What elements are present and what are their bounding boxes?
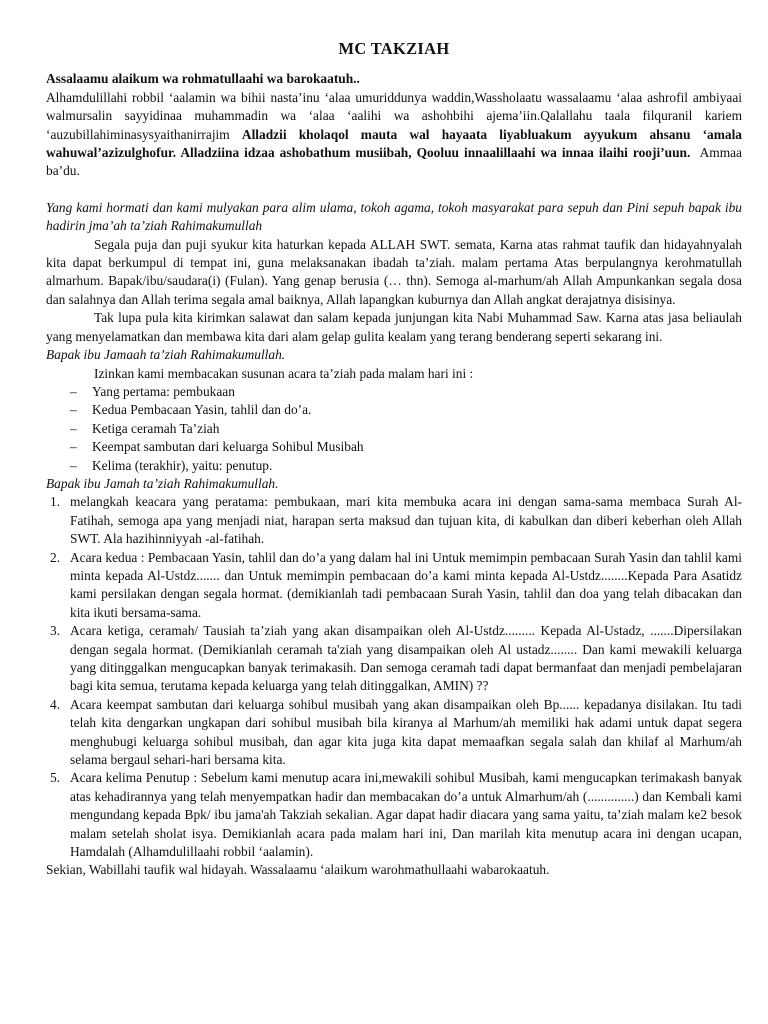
- acara-item: [46, 769, 742, 861]
- list-item-text: Kedua Pembacaan Yasin, tahlil dan do’a.: [92, 402, 312, 418]
- acara-list: [46, 493, 742, 861]
- opening-ammaa: Ammaa ba’du.: [46, 145, 742, 179]
- greeting: Yang kami hormati dan kami mulyakan para alim ulama, tokoh agama, tokoh masyarakat para sepuh dan Pini sepuh bapak ibu hadirin jma’ah ta’ziah Rahimakumullah: [46, 199, 742, 234]
- list-item-text: Ketiga ceramah Ta’ziah: [92, 420, 220, 436]
- address-2: Bapak ibu Jamah ta’ziah Rahimakumullah.: [46, 475, 279, 491]
- list-item-text: Kelima (terakhir), yaitu: penutup.: [92, 457, 273, 473]
- acara-text: Acara kedua : Pembacaan Yasin, tahlil dan do’a yang dalam hal ini Untuk memimpin pembacaan Surah Yasin dan tahlil kami minta kepada Al-Ustdz....... dan Untuk memimpin pembacaan do’a kami minta kepada Al-Ustdz........Kepada Para Asatidz kami persilakan dengan segala hormat. (demikianlah tadi pembacaan Surah Yasin, tahlil dan doa yang telah dibacakan dan kita ikuti bersama-sama.: [70, 549, 742, 620]
- list-item: [46, 383, 742, 401]
- page-title: MC TAKZIAH: [338, 39, 450, 58]
- acara-number: 4.: [50, 696, 61, 712]
- acara-item: [46, 622, 742, 696]
- acara-item: [46, 696, 742, 770]
- opening-ayat: Alladzii kholaqol mauta wal hayaata liyabluakum ayyukum ahsanu ‘amala wahuwal’azizulghofur. Alladziina idzaa ashobathum musiibah, Qooluu innaalillaahi wa innaa ilaihi rooji’uun.: [46, 126, 742, 161]
- susunan-intro: Izinkan kami membacakan susunan acara ta’ziah pada malam hari ini :: [94, 365, 474, 381]
- dash-mark: –: [70, 439, 77, 455]
- dash-mark: –: [70, 457, 77, 473]
- acara-text: Acara keempat sambutan dari keluarga sohibul musibah yang akan disampaikan oleh Bp...... kepadanya disilakan. Itu tadi telah kita dengarkan ungkapan dari sohibul musibah bila kiranya al Marhum/ah memiliki hak adami untuk dapat segera menghubugi keluarga sohibul musibah, dan agar kita juga kita dapat memaafkan segala salah dan khilaf al Marhum/ah selama bergaul sehari-hari bersama kita.: [70, 696, 742, 768]
- acara-number: 3.: [50, 623, 61, 639]
- spacer: [46, 181, 742, 199]
- list-item-text: Keempat sambutan dari keluarga Sohibul Musibah: [92, 439, 364, 455]
- susunan-list: [46, 383, 742, 475]
- list-item: [46, 438, 742, 456]
- acara-text: Acara kelima Penutup : Sebelum kami menutup acara ini,mewakili sohibul Musibah, kami mengucapkan terimakash banyak atas kehadirannya yang telah menyempatkan hadir dan membacakan do’a untuk Almarhum/ah (..............) dan Kembali kami mengundang kepada Bpk/ ibu jama'ah Takziah sekalian. Agar dapat hadir diacara yang sama yaitu, ta’ziah malam ke2 besok malam setelah sholat isya. Demikianlah acara pada malam hari ini, Dan marilah kita menutup acara ini dengan ucapan, Hamdalah (Alhamdulillaahi robbil ‘aalamin).: [70, 770, 742, 860]
- address-1: Bapak ibu Jamaah ta’ziah Rahimakumullah.: [46, 347, 286, 363]
- list-item: [46, 420, 742, 438]
- list-item-text: Yang pertama: pembukaan: [92, 383, 235, 399]
- closing: Sekian, Wabillahi taufik wal hidayah. Wassalaamu ‘alaikum warohmathullaahi wabarokaatuh.: [46, 862, 550, 878]
- acara-number: 5.: [50, 770, 61, 786]
- acara-item: [46, 493, 742, 548]
- opening-hamdalah: Alhamdulillahi robbil ‘aalamin wa bihii nasta’inu ‘alaa umuriddunya waddin,Wassholaatu wassalaamu ‘alaa ashrofil ambiyaai walmursalin sayyidinaa muhammadin wa ‘alaa ‘aalihi wa ashohbihi ajema’iin.Qalallahu taala filquranil kariem ‘auzubillahiminasysyaithanirrajim: [46, 89, 742, 142]
- paragraph-1: Segala puja dan puji syukur kita haturkan kepada ALLAH SWT. semata, Karna atas rahmat taufik dan hidayahnyalah kita dapat berkumpul di tempat ini, guna melaksanakan ibadah ta’ziah. malam pertama Atas berpulangnya kerohmatullah almarhum. Bapak/ibu/saudara(i) (Fulan). Yang genap berusia (… thn). Semoga al-marhum/ah Allah Ampunkankan segala dosa dan salahnya dan Allah terima segala amal baiknya, Allah lapangkan kuburnya dan Allah angkat derajatnya disisinya.: [46, 236, 742, 307]
- opening-paragraph: [46, 89, 742, 181]
- paragraph-2: Tak lupa pula kita kirimkan salawat dan salam kepada junjungan kita Nabi Muhammad Saw. Karna atas jasa beliaulah yang menyelamatkan dan membawa kita dari alam gelap gulita kealam yang terang benderang seperti sekarang ini.: [46, 310, 742, 344]
- acara-number: 2.: [50, 549, 61, 565]
- acara-text: melangkah keacara yang peratama: pembukaan, mari kita membuka acara ini dengan sama-sama membaca Surah Al- Fatihah, semoga apa yang menjadi niat, harapan serta maksud dan tujuan kita, di kabulkan dan diberi keberhan oleh Allah SWT. Ala hazihinniyyah -al-fatihah.: [70, 494, 742, 547]
- dash-mark: –: [70, 383, 77, 399]
- dash-mark: –: [70, 402, 77, 418]
- list-item: [46, 401, 742, 419]
- acara-item: [46, 549, 742, 623]
- opening-salam: Assalaamu alaikum wa rohmatullaahi wa barokaatuh..: [46, 71, 360, 87]
- dash-mark: –: [70, 420, 77, 436]
- acara-number: 1.: [50, 494, 61, 510]
- list-item: [46, 457, 742, 475]
- acara-text: Acara ketiga, ceramah/ Tausiah ta’ziah yang akan disampaikan oleh Al-Ustdz......... Kepada Al-Ustadz, .......Dipersilakan dengan segala hormat. (Demikianlah ceramah ta'ziah yang disampaikan oleh Al ustadz........ Dan kami mewakili keluarga yang ditinggalkan mengucapkan banyak terimakasih. Dan semoga ceramah tadi dapat bermanfaat dan menjadi pembelajaran bagi kita semua, terutama kepada keluarga yang telah ditinggalkan, AMIN) ??: [70, 623, 742, 694]
